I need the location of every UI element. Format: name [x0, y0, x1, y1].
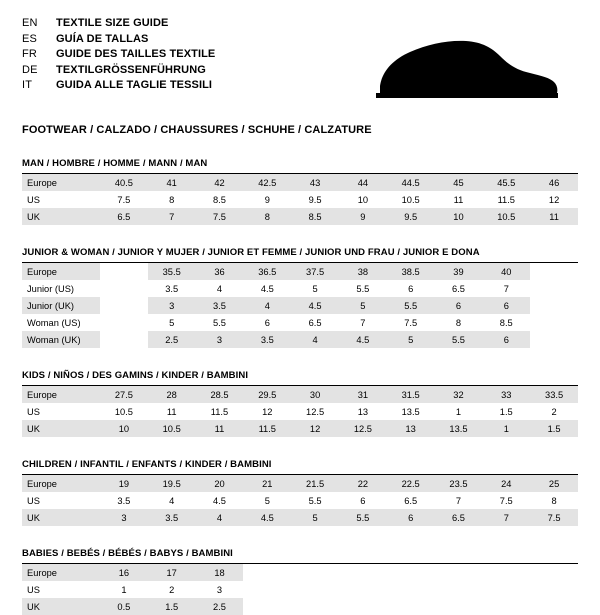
- language-title: TEXTILGRÖSSENFÜHRUNG: [56, 63, 206, 76]
- size-cell: 7: [435, 492, 483, 509]
- size-cell: [530, 581, 578, 598]
- size-table: [22, 475, 578, 526]
- language-row: [22, 78, 215, 94]
- language-row: [22, 16, 215, 32]
- row-label: Europe: [22, 263, 100, 280]
- size-cell: 33.5: [530, 386, 578, 403]
- size-group-title: MAN / HOMBRE / HOMME / MANN / MAN: [22, 158, 578, 174]
- row-label: US: [22, 403, 100, 420]
- size-cell: 5: [243, 492, 291, 509]
- size-cell: 31.5: [387, 386, 435, 403]
- row-label: Europe: [22, 174, 100, 191]
- size-cell: 38: [339, 263, 387, 280]
- size-cell: [339, 598, 387, 615]
- size-group: [22, 158, 578, 225]
- size-cell: [100, 280, 148, 297]
- language-row: [22, 47, 215, 63]
- size-cell: 18: [196, 564, 244, 581]
- size-cell: 13.5: [435, 420, 483, 437]
- size-cell: 29.5: [243, 386, 291, 403]
- size-cell: 13.5: [387, 403, 435, 420]
- size-cell: 8.5: [196, 191, 244, 208]
- size-cell: 5: [148, 314, 196, 331]
- size-cell: 5.5: [339, 509, 387, 526]
- size-cell: [435, 564, 483, 581]
- size-cell: 7.5: [530, 509, 578, 526]
- row-label: UK: [22, 509, 100, 526]
- size-group: [22, 548, 578, 615]
- size-cell: 4: [291, 331, 339, 348]
- size-cell: [339, 581, 387, 598]
- size-cell: 27.5: [100, 386, 148, 403]
- size-cell: 43: [291, 174, 339, 191]
- size-cell: [482, 581, 530, 598]
- size-cell: 10: [339, 191, 387, 208]
- size-cell: 6: [339, 492, 387, 509]
- size-cell: 12.5: [339, 420, 387, 437]
- size-cell: 1.5: [482, 403, 530, 420]
- size-cell: [530, 280, 578, 297]
- size-cell: 44: [339, 174, 387, 191]
- size-cell: 11.5: [482, 191, 530, 208]
- row-label: UK: [22, 598, 100, 615]
- size-group-title: BABIES / BEBÉS / BÉBÉS / BABYS / BAMBINI: [22, 548, 578, 564]
- size-cell: 4.5: [196, 492, 244, 509]
- size-cell: [387, 564, 435, 581]
- size-cell: 8: [243, 208, 291, 225]
- size-cell: 7: [482, 280, 530, 297]
- row-label: US: [22, 492, 100, 509]
- language-code: ES: [22, 32, 38, 45]
- language-title: GUIDA ALLE TAGLIE TESSILI: [56, 79, 213, 91]
- size-cell: 2: [148, 581, 196, 598]
- size-cell: 11: [148, 403, 196, 420]
- size-cell: 11: [196, 420, 244, 437]
- row-label: Woman (UK): [22, 331, 100, 348]
- size-cell: [530, 564, 578, 581]
- size-cell: 1: [100, 581, 148, 598]
- dress-shoe-icon: [370, 32, 560, 107]
- size-cell: 1.5: [530, 420, 578, 437]
- size-cell: [530, 331, 578, 348]
- size-cell: 8.5: [291, 208, 339, 225]
- size-group-title: KIDS / NIÑOS / DES GAMINS / KINDER / BAMBINI: [22, 370, 578, 386]
- size-cell: 9: [243, 191, 291, 208]
- size-cell: 1: [482, 420, 530, 437]
- table-row: [22, 263, 578, 280]
- size-cell: [243, 564, 291, 581]
- size-cell: 3.5: [148, 509, 196, 526]
- size-cell: 4.5: [339, 331, 387, 348]
- size-cell: 5: [339, 297, 387, 314]
- size-cell: 10.5: [482, 208, 530, 225]
- size-cell: 11: [435, 191, 483, 208]
- size-cell: 35.5: [148, 263, 196, 280]
- size-cell: 4: [243, 297, 291, 314]
- size-cell: 25: [530, 475, 578, 492]
- size-cell: 6: [243, 314, 291, 331]
- size-cell: 6.5: [387, 492, 435, 509]
- table-row: [22, 314, 578, 331]
- size-cell: 28.5: [196, 386, 244, 403]
- size-cell: 40.5: [100, 174, 148, 191]
- size-group: [22, 247, 578, 348]
- size-table: [22, 174, 578, 225]
- size-cell: 19: [100, 475, 148, 492]
- table-row: [22, 598, 578, 615]
- size-cell: [387, 581, 435, 598]
- size-table: [22, 386, 578, 437]
- section-title: FOOTWEAR / CALZADO / CHAUSSURES / SCHUHE / CALZATURE: [22, 124, 372, 136]
- size-cell: 5.5: [339, 280, 387, 297]
- size-cell: 4.5: [243, 509, 291, 526]
- language-title: GUÍA DE TALLAS: [56, 32, 149, 45]
- row-label: Europe: [22, 386, 100, 403]
- size-cell: 8: [435, 314, 483, 331]
- language-row: [22, 32, 215, 48]
- size-cell: [291, 581, 339, 598]
- size-cell: 13: [387, 420, 435, 437]
- size-cell: 1.5: [148, 598, 196, 615]
- size-cell: 2.5: [196, 598, 244, 615]
- size-cell: 12: [291, 420, 339, 437]
- size-cell: 7.5: [482, 492, 530, 509]
- size-cell: 6.5: [435, 509, 483, 526]
- size-cell: 3.5: [196, 297, 244, 314]
- size-cell: [530, 598, 578, 615]
- size-cell: [339, 564, 387, 581]
- size-cell: 10.5: [387, 191, 435, 208]
- page-header: [22, 16, 578, 107]
- size-cell: [530, 314, 578, 331]
- size-cell: 8.5: [482, 314, 530, 331]
- size-cell: 9.5: [387, 208, 435, 225]
- size-cell: 37.5: [291, 263, 339, 280]
- size-cell: 3.5: [100, 492, 148, 509]
- size-cell: 6.5: [100, 208, 148, 225]
- size-cell: 3: [100, 509, 148, 526]
- size-cell: 41: [148, 174, 196, 191]
- language-code: IT: [22, 79, 33, 91]
- size-cell: 16: [100, 564, 148, 581]
- table-row: [22, 208, 578, 225]
- size-cell: [100, 297, 148, 314]
- size-cell: 24: [482, 475, 530, 492]
- size-cell: 3: [196, 581, 244, 598]
- table-row: [22, 420, 578, 437]
- size-cell: 6: [482, 297, 530, 314]
- size-cell: 7.5: [387, 314, 435, 331]
- size-cell: [100, 314, 148, 331]
- size-cell: 9.5: [291, 191, 339, 208]
- size-cell: 33: [482, 386, 530, 403]
- row-label: Woman (US): [22, 314, 100, 331]
- size-cell: 10.5: [100, 403, 148, 420]
- language-code: DE: [22, 63, 38, 76]
- size-cell: 3: [196, 331, 244, 348]
- size-group: [22, 370, 578, 437]
- size-group: [22, 459, 578, 526]
- row-label: US: [22, 191, 100, 208]
- table-row: [22, 475, 578, 492]
- size-cell: 42.5: [243, 174, 291, 191]
- size-cell: [291, 598, 339, 615]
- size-cell: 5.5: [291, 492, 339, 509]
- table-row: [22, 280, 578, 297]
- row-label: UK: [22, 208, 100, 225]
- size-cell: 3.5: [243, 331, 291, 348]
- size-cell: 30: [291, 386, 339, 403]
- table-row: [22, 386, 578, 403]
- size-cell: [100, 263, 148, 280]
- size-cell: [291, 564, 339, 581]
- size-cell: 39: [435, 263, 483, 280]
- size-cell: 9: [339, 208, 387, 225]
- size-cell: 5.5: [435, 331, 483, 348]
- row-label: Europe: [22, 475, 100, 492]
- row-label: Europe: [22, 564, 100, 581]
- size-cell: 4: [196, 509, 244, 526]
- size-cell: 2.5: [148, 331, 196, 348]
- size-cell: 10: [435, 208, 483, 225]
- size-groups: [22, 158, 578, 615]
- size-cell: 6.5: [291, 314, 339, 331]
- size-cell: 21.5: [291, 475, 339, 492]
- size-cell: 6: [387, 509, 435, 526]
- size-cell: [530, 297, 578, 314]
- size-cell: 22.5: [387, 475, 435, 492]
- size-cell: 11: [530, 208, 578, 225]
- size-cell: 20: [196, 475, 244, 492]
- size-cell: [435, 581, 483, 598]
- size-cell: 10: [100, 420, 148, 437]
- size-cell: [243, 598, 291, 615]
- size-cell: 5: [291, 280, 339, 297]
- size-cell: 7.5: [100, 191, 148, 208]
- table-row: [22, 191, 578, 208]
- size-cell: 4.5: [291, 297, 339, 314]
- table-row: [22, 331, 578, 348]
- table-row: [22, 403, 578, 420]
- size-cell: 12.5: [291, 403, 339, 420]
- size-cell: [243, 581, 291, 598]
- language-code: EN: [22, 17, 38, 29]
- size-cell: 7.5: [196, 208, 244, 225]
- size-cell: 10.5: [148, 420, 196, 437]
- size-group-title: JUNIOR & WOMAN / JUNIOR Y MUJER / JUNIOR ET FEMME / JUNIOR UND FRAU / JUNIOR E DONA: [22, 247, 578, 263]
- size-group-title: CHILDREN / INFANTIL / ENFANTS / KINDER / BAMBINI: [22, 459, 578, 475]
- size-cell: 38.5: [387, 263, 435, 280]
- row-label: Junior (UK): [22, 297, 100, 314]
- size-cell: 8: [530, 492, 578, 509]
- language-titles: [22, 16, 215, 94]
- size-cell: 28: [148, 386, 196, 403]
- size-cell: 7: [482, 509, 530, 526]
- size-table: [22, 263, 578, 348]
- size-cell: 5.5: [196, 314, 244, 331]
- size-cell: 7: [339, 314, 387, 331]
- size-cell: 23.5: [435, 475, 483, 492]
- size-cell: 3.5: [148, 280, 196, 297]
- size-cell: 31: [339, 386, 387, 403]
- size-cell: 5: [291, 509, 339, 526]
- size-cell: 4: [196, 280, 244, 297]
- size-cell: 6: [435, 297, 483, 314]
- size-cell: 45.5: [482, 174, 530, 191]
- size-cell: 36.5: [243, 263, 291, 280]
- size-cell: 3: [148, 297, 196, 314]
- size-cell: [482, 564, 530, 581]
- table-row: [22, 492, 578, 509]
- size-cell: 12: [243, 403, 291, 420]
- table-row: [22, 509, 578, 526]
- size-cell: 6.5: [435, 280, 483, 297]
- table-row: [22, 174, 578, 191]
- size-cell: 40: [482, 263, 530, 280]
- size-cell: 4: [148, 492, 196, 509]
- size-cell: [482, 598, 530, 615]
- size-cell: 44.5: [387, 174, 435, 191]
- size-cell: [100, 331, 148, 348]
- size-cell: 4.5: [243, 280, 291, 297]
- size-cell: 12: [530, 191, 578, 208]
- row-label: Junior (US): [22, 280, 100, 297]
- row-label: UK: [22, 420, 100, 437]
- size-cell: 42: [196, 174, 244, 191]
- size-cell: 46: [530, 174, 578, 191]
- size-cell: 5: [387, 331, 435, 348]
- size-cell: 11.5: [196, 403, 244, 420]
- size-cell: 11.5: [243, 420, 291, 437]
- size-cell: 36: [196, 263, 244, 280]
- language-title: TEXTILE SIZE GUIDE: [56, 17, 169, 29]
- size-cell: 19.5: [148, 475, 196, 492]
- size-cell: 2: [530, 403, 578, 420]
- size-cell: 22: [339, 475, 387, 492]
- size-table: [22, 564, 578, 615]
- size-cell: [435, 598, 483, 615]
- row-label: US: [22, 581, 100, 598]
- size-cell: 45: [435, 174, 483, 191]
- size-cell: [387, 598, 435, 615]
- language-code: FR: [22, 48, 38, 60]
- size-cell: 0.5: [100, 598, 148, 615]
- table-row: [22, 564, 578, 581]
- table-row: [22, 581, 578, 598]
- size-cell: [530, 263, 578, 280]
- size-cell: 1: [435, 403, 483, 420]
- size-cell: 17: [148, 564, 196, 581]
- size-cell: 7: [148, 208, 196, 225]
- size-cell: 13: [339, 403, 387, 420]
- table-row: [22, 297, 578, 314]
- size-cell: 6: [387, 280, 435, 297]
- size-cell: 5.5: [387, 297, 435, 314]
- size-cell: 6: [482, 331, 530, 348]
- size-cell: 21: [243, 475, 291, 492]
- language-title: GUIDE DES TAILLES TEXTILE: [56, 48, 216, 60]
- size-cell: 8: [148, 191, 196, 208]
- size-cell: 32: [435, 386, 483, 403]
- language-row: [22, 63, 215, 79]
